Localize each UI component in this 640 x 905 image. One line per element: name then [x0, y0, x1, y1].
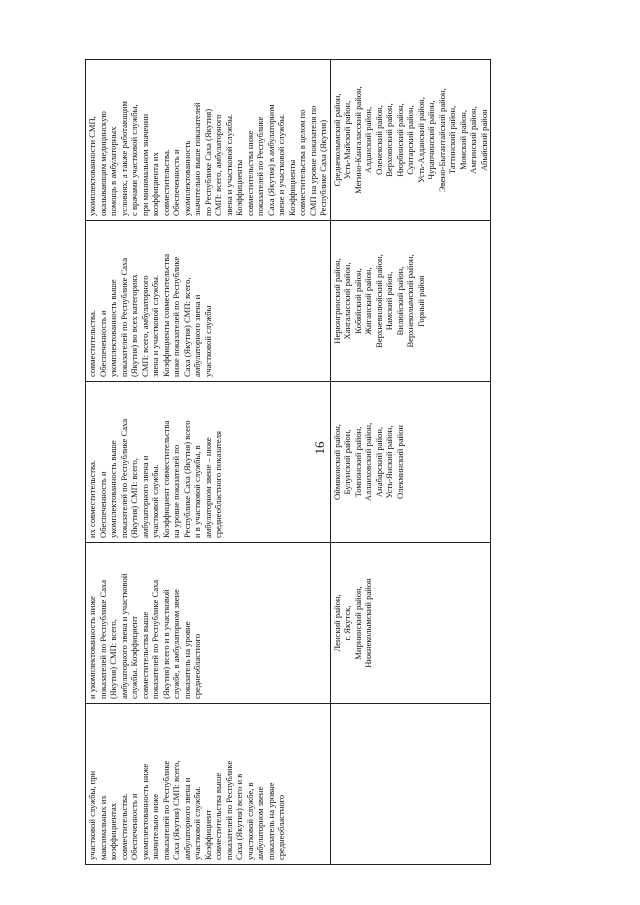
text-line: Анабарский район, [373, 426, 384, 498]
regions-cell-1 [330, 704, 491, 865]
text-line: показателей по Республике Саха [118, 257, 129, 377]
text-line: помощь в амбулаторных [108, 126, 118, 216]
text-line: Горный район [415, 275, 426, 327]
text-line: показателей по Республике [160, 760, 171, 860]
criteria-cell-2 [86, 543, 331, 704]
text-line: Жиганский район, [363, 267, 373, 335]
text-line: показателей по Республике Саха [118, 418, 129, 538]
text-line: Верхоянский район, [384, 103, 394, 177]
text-line: амбулаторного звена и [181, 777, 192, 860]
criteria-cell-3 [86, 382, 331, 543]
text-line: Нюрбинский район, [394, 103, 405, 177]
text-line: ниже показателей по Республике [171, 256, 181, 377]
text-line: участковой службы, при [87, 770, 97, 860]
text-line: укомплектованность выше [108, 279, 118, 377]
text-line: амбулаторного звена и [192, 294, 202, 377]
text-line: Обеспеченность и [129, 793, 139, 860]
text-line: Мирнинский район, [352, 586, 363, 660]
regions-cell-4 [330, 221, 491, 382]
text-line: Чурапчинский район, [426, 100, 436, 180]
page-number: 16 [312, 441, 327, 455]
text-line: Булунский район, [342, 429, 352, 495]
text-line: совместительства в целом по [297, 109, 307, 216]
text-line: Обеспеченность и [97, 310, 108, 377]
text-line: Вилюйский район, [394, 266, 405, 336]
text-line: и в участковой службы, в [192, 445, 202, 538]
text-line: Олекминский район [394, 424, 405, 500]
text-line: участковой службы. [150, 464, 160, 538]
text-line: Коэффициент [202, 809, 213, 860]
text-line: (Якутия) всего и в участковой [160, 589, 171, 699]
text-line: СМП на уровне показателя по [307, 105, 318, 216]
text-line: звене и участковой службы. [276, 113, 286, 216]
text-line: показатель на уровне [181, 621, 192, 699]
text-line: Коэффициенты [234, 159, 244, 216]
text-line: участковой службы. [192, 786, 202, 860]
text-line: Среднеколымский район, [331, 93, 342, 187]
criteria-cell-5 [86, 60, 331, 221]
text-line: на уровне показателей по [171, 444, 181, 538]
text-line: амбулаторном звене [255, 786, 265, 860]
text-line: Алданский район, [363, 106, 373, 174]
text-line: при минимальном значении [139, 113, 150, 216]
text-line: Нижнеколымский район [363, 578, 373, 668]
text-line: совместительства выше [213, 772, 223, 860]
text-line: Саха (Якутия) СМП: всего, [181, 277, 192, 377]
text-line: укомплектованность [181, 140, 192, 216]
text-line: среднеобластного показателя [213, 431, 223, 538]
text-line: участковой службы [202, 305, 213, 377]
text-line: совместительства выше [139, 611, 150, 699]
text-line: с врачами участковой службы, [129, 104, 139, 216]
text-line: Обеспеченность и [171, 149, 181, 216]
text-line: амбулаторного звена и участковой [118, 573, 129, 699]
text-line: Усть-Алданский район, [415, 97, 426, 183]
text-line: Коэффициент совместительства [160, 420, 171, 538]
text-line: Намский район, [384, 271, 394, 331]
text-line: Республике Саха (Якутия) всего [181, 420, 192, 538]
text-line: Обеспеченность и [97, 471, 108, 538]
text-line: участковой службе, в [244, 782, 255, 860]
text-line: Саха (Якутия) СМП: всего, [171, 760, 181, 860]
text-line: Кобяйский район, [352, 268, 363, 334]
text-line: укомплектованности СМП, [87, 116, 97, 216]
regions-cell-5 [330, 60, 491, 221]
text-line: Коэффициенты [286, 159, 297, 216]
rotated-table-container [85, 60, 489, 865]
text-line: амбулаторного звена и [139, 455, 150, 538]
text-line: (Якутия) СМП: всего, [129, 458, 139, 538]
text-line: и укомплектованность ниже [87, 596, 97, 699]
text-line: максимальных их [97, 795, 108, 860]
criteria-cell-1 [86, 704, 331, 865]
text-line: совместительства ниже [244, 130, 255, 216]
text-line: Усть-Майский район, [342, 100, 352, 180]
text-line: службе, в амбулаторном звене [171, 589, 181, 699]
text-line: Усть-Янский район, [384, 425, 394, 499]
text-line: Таттинский район, [447, 105, 457, 175]
text-line: показателей по Республике [223, 760, 234, 860]
text-line: звена и участковой службы. [223, 113, 234, 216]
text-line: Эвено-Бытантайский район, [436, 88, 447, 192]
text-line: службы. Коэффициент [129, 616, 139, 699]
text-line: Ленский район, [331, 594, 342, 652]
text-line: укомплектованность выше [108, 440, 118, 538]
text-line: Республике Саха (Якутия) [318, 119, 328, 216]
text-line: по Республике Саха (Якутия) [202, 108, 213, 216]
text-line: Нерюнгринский район, [331, 258, 342, 344]
text-line: совместительства. [118, 793, 129, 860]
text-line: среднеобластного [192, 633, 202, 699]
text-line: Верхневилюйский район, [373, 254, 384, 348]
text-line: Томпонский район, [352, 426, 363, 498]
text-line: совместительства. [87, 310, 97, 377]
text-line: Момский район, [457, 109, 468, 171]
text-line: звена и участковой службы. [150, 274, 160, 377]
text-line: показателей по Республике Саха [97, 579, 108, 699]
text-line: Верхнеколымский район, [405, 254, 415, 348]
text-line: среднеобластного [276, 794, 286, 860]
text-line: Амгинский район, [468, 106, 478, 174]
text-line: Хангаласский район, [342, 262, 352, 340]
text-line: укомплектованность ниже [139, 763, 150, 860]
text-line: Сунтарский район, [405, 105, 415, 175]
text-line: Саха (Якутия) в амбулаторном [265, 104, 276, 216]
text-line: их совместительства. [87, 460, 97, 538]
text-line: значительно ниже [150, 793, 160, 860]
text-line: показатель на уровне [265, 782, 276, 860]
staffing-criteria-table [85, 59, 491, 865]
text-line: (Якутия) СМП: всего, [108, 619, 118, 699]
text-line: Абыйский район [478, 109, 489, 171]
text-line: (Якутия) во всех категориях [129, 274, 139, 377]
regions-cell-3 [330, 382, 491, 543]
text-line: показателей по Республике [255, 116, 265, 216]
regions-cell-2 [330, 543, 491, 704]
text-line: амбулаторном звене – ниже [202, 437, 213, 538]
criteria-cell-4 [86, 221, 331, 382]
text-line: условиях, а также работающим [118, 101, 129, 216]
text-line: совместительства. [160, 149, 171, 216]
text-line: показателей по Республике Саха [150, 579, 160, 699]
text-line: коэффициентах [108, 802, 118, 860]
criteria-row [86, 60, 331, 865]
text-line: Коэффициенты совместительства [160, 253, 171, 377]
text-line: Мегино-Кангаласский район, [352, 86, 363, 194]
text-line: СМП: всего, амбулаторного [213, 114, 223, 216]
text-line: Саха (Якутия) всего и в [234, 773, 244, 860]
regions-row [330, 60, 491, 865]
text-line: СМП: всего, амбулаторного [139, 275, 150, 377]
text-line: оказывающим медицинскую [97, 111, 108, 216]
text-line: Аллаиховский район, [363, 422, 373, 502]
text-line: коэффициента их [150, 152, 160, 216]
text-line: Оймяконский район, [331, 424, 342, 500]
text-line: г. Якутск, [342, 605, 352, 641]
text-line: Оленекский район, [373, 105, 384, 175]
text-line: значительно выше показателей [192, 102, 202, 216]
